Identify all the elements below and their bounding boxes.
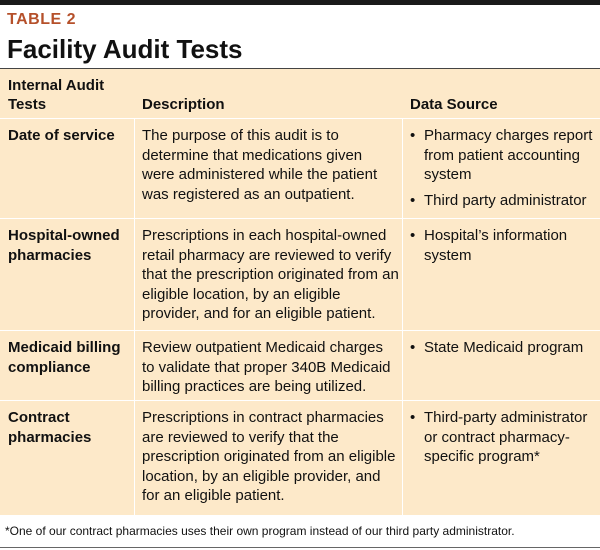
bullet-icon: • [410, 339, 416, 356]
list-item [410, 126, 595, 185]
data-source-text: State Medicaid program [424, 339, 584, 356]
row-name-medicaid-billing-compliance: Medicaid billing compliance [8, 339, 121, 376]
row-description: The purpose of this audit is to determine that medications given were administered while the patient was registered as an outpatient. [142, 127, 378, 203]
data-source-list [410, 226, 585, 271]
row-name-date-of-service: Date of service [8, 127, 115, 144]
table-title: Facility Audit Tests [7, 34, 243, 64]
header-description: Description [142, 96, 225, 113]
list-item [410, 191, 595, 211]
list-item [410, 226, 585, 265]
column-divider [134, 118, 135, 516]
list-item [410, 338, 595, 358]
data-source-list [410, 338, 595, 364]
data-source-text: Third party administrator [424, 191, 587, 209]
column-divider [402, 118, 403, 516]
row-description: Review outpatient Medicaid charges to validate that proper 340B Medicaid billing practices are being utilized. [142, 339, 391, 395]
row-description: Prescriptions in contract pharmacies are reviewed to verify that the prescription originated from an eligible location, by an eligible provider, and for an eligible patient. [142, 409, 396, 504]
data-source-list [410, 408, 590, 473]
bullet-icon: • [410, 409, 416, 426]
row-divider [0, 218, 600, 219]
footnote: *One of our contract pharmacies uses their own program instead of our third party administrator. [5, 524, 515, 538]
row-divider [0, 330, 600, 331]
data-source-text: Third-party administrator or contract pharmacy-specific program* [424, 409, 588, 465]
header-internal-audit-tests: Internal Audit Tests [8, 77, 105, 113]
row-description: Prescriptions in each hospital-owned retail pharmacy are reviewed to verify that the prescription originated from an eligible location, by an eligible provider, and for an eligible patient. [142, 227, 399, 322]
row-divider [0, 400, 600, 401]
row-name-hospital-owned-pharmacies: Hospital-owned pharmacies [8, 227, 120, 264]
table-panel [0, 68, 600, 515]
bullet-icon: • [410, 227, 416, 244]
top-rule [0, 0, 600, 5]
list-item [410, 408, 590, 467]
data-source-list [410, 126, 595, 216]
data-source-text: Pharmacy charges report from patient accounting system [424, 127, 593, 183]
bullet-icon: • [410, 191, 416, 209]
header-data-source: Data Source [410, 96, 498, 113]
row-name-contract-pharmacies: Contract pharmacies [8, 409, 92, 446]
bullet-icon: • [410, 127, 416, 144]
row-divider [0, 118, 600, 119]
table-number: TABLE 2 [7, 11, 76, 28]
data-source-text: Hospital’s information system [424, 227, 568, 264]
bottom-rule [0, 547, 600, 548]
